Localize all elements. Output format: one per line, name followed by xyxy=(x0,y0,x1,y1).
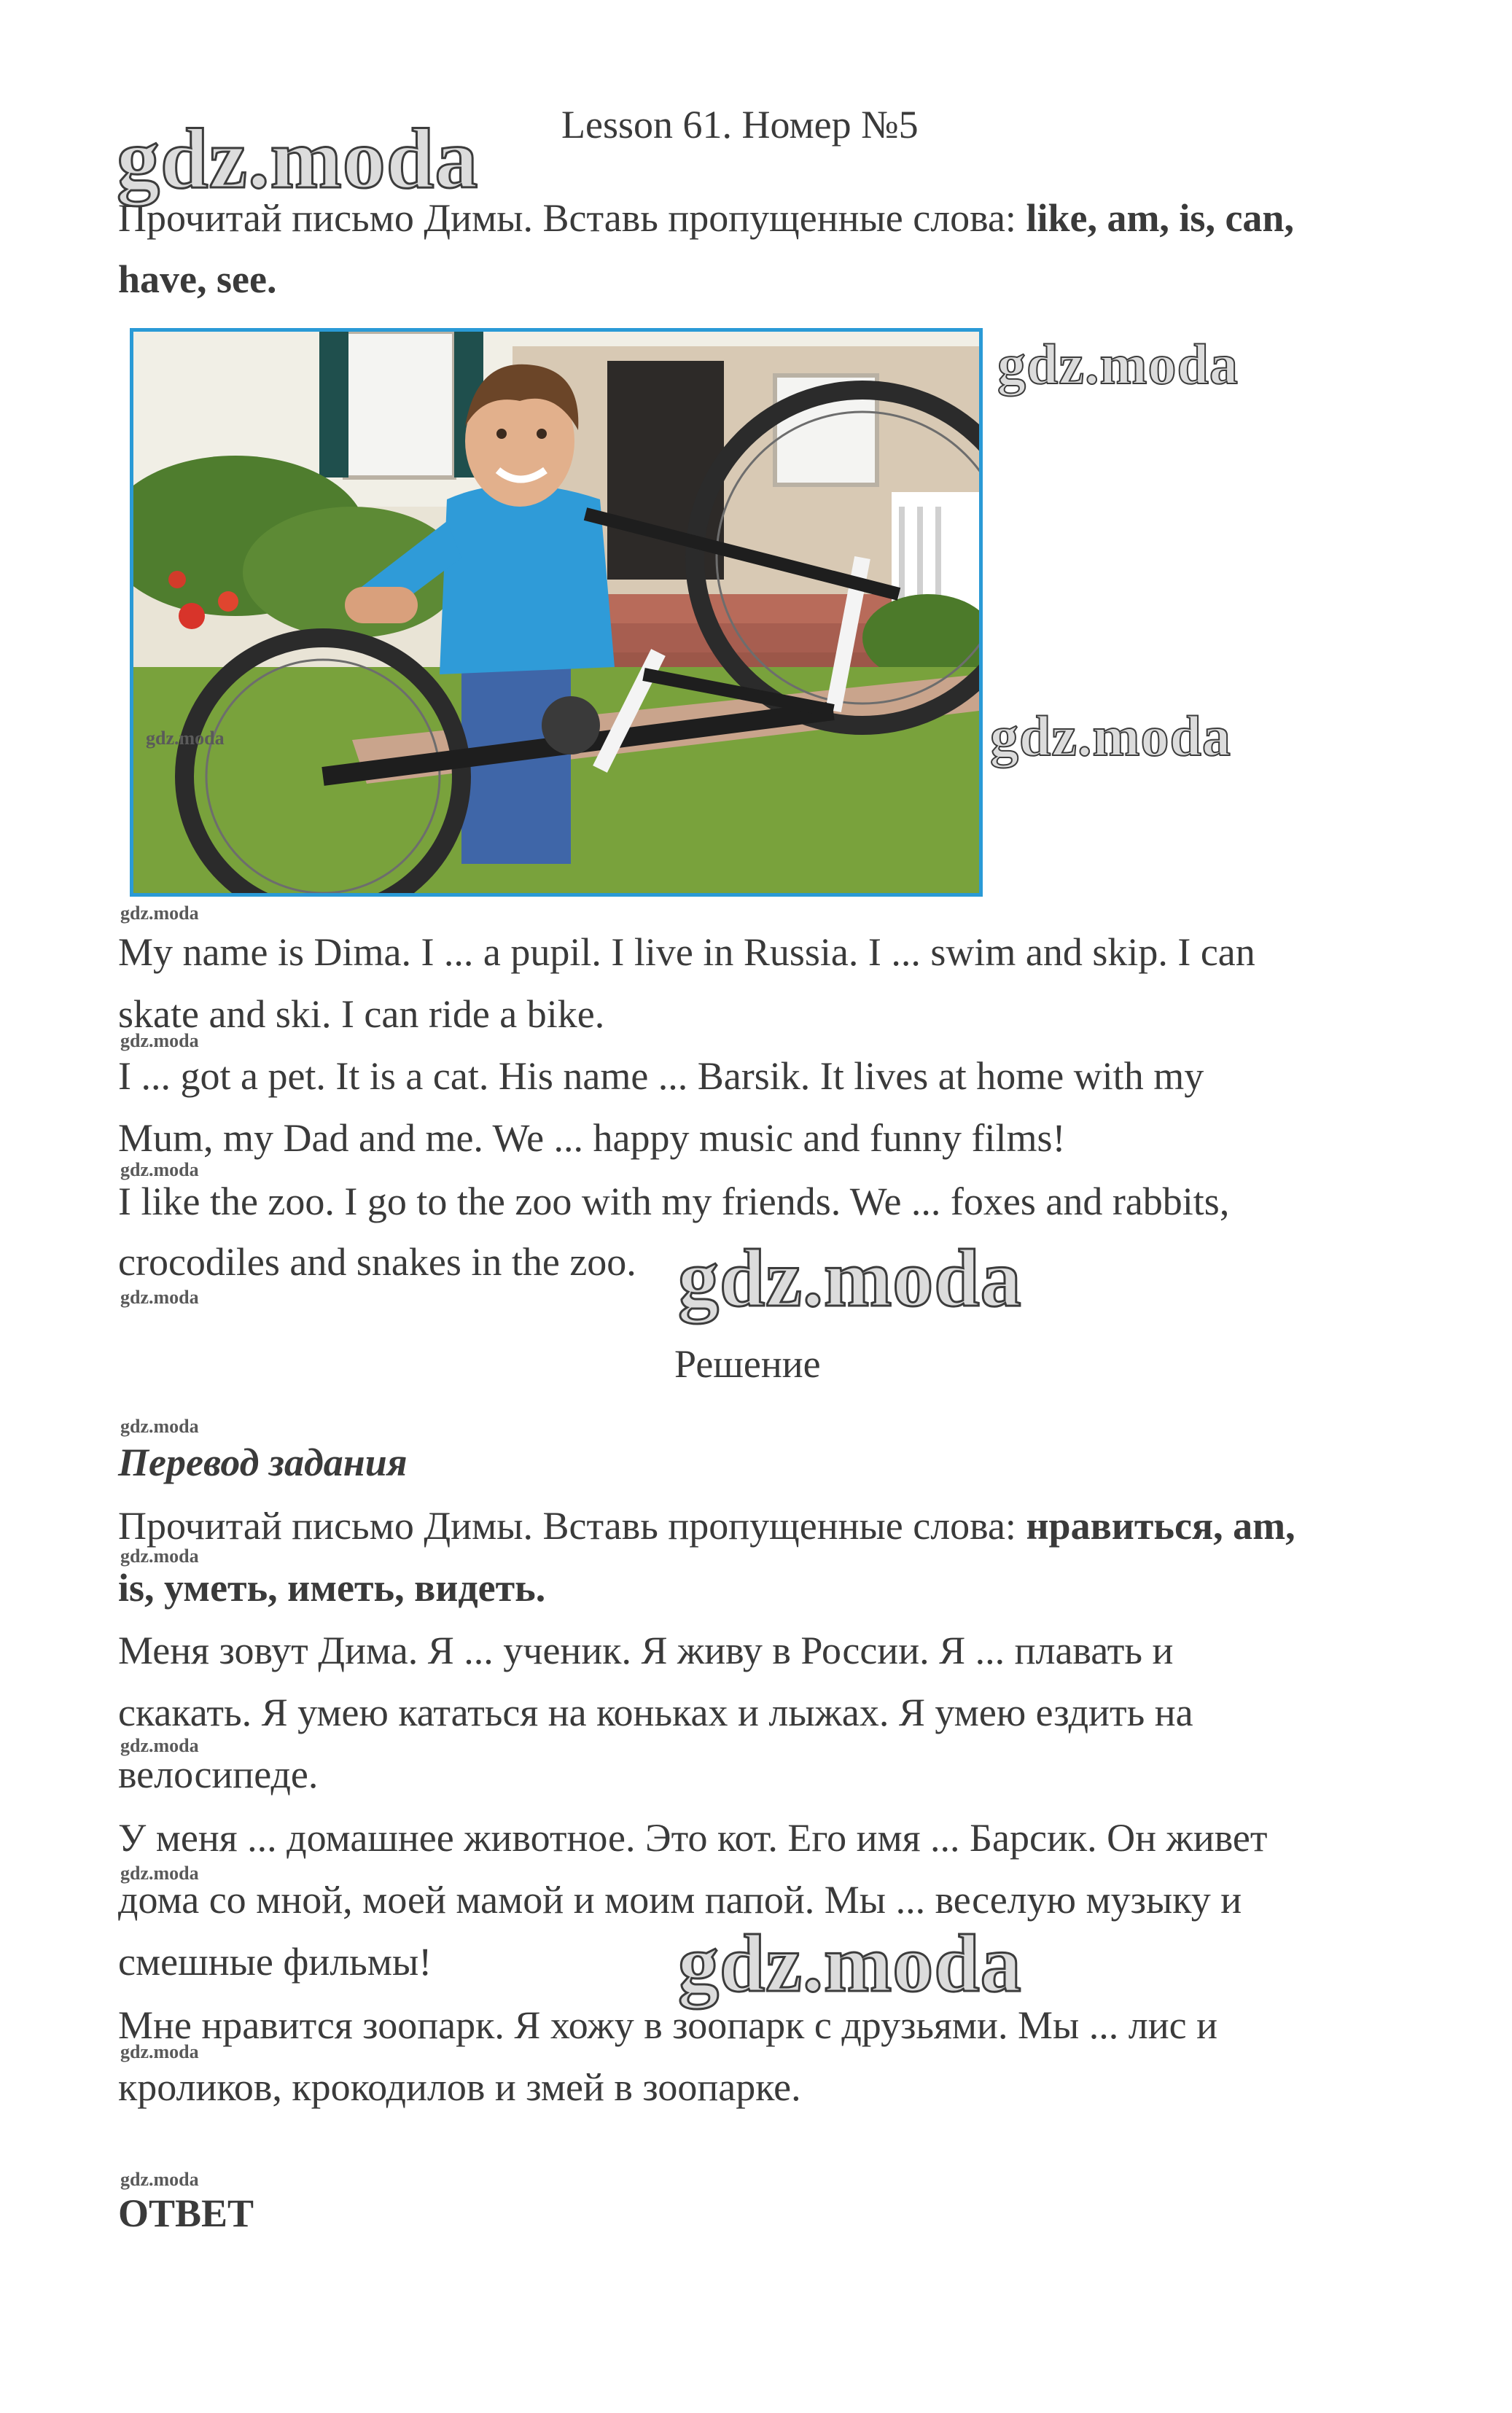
watermark-logo: gdz.moda xyxy=(990,704,1231,768)
watermark-small: gdz.moda xyxy=(146,728,225,749)
instruction-text: Прочитай письмо Димы. Вставь пропущенные слова: xyxy=(118,196,1026,240)
watermark-small: gdz.moda xyxy=(120,903,199,924)
watermark-logo: gdz.moda xyxy=(678,1233,1022,1324)
watermark-logo: gdz.moda xyxy=(117,111,479,206)
task-words: have, see. xyxy=(118,257,277,301)
watermark-small: gdz.moda xyxy=(120,2169,199,2190)
letter-line: My name is Dima. I ... a pupil. I live in Russia. I ... swim and skip. I can xyxy=(118,930,1255,974)
watermark-small: gdz.moda xyxy=(120,1735,199,1756)
translation-line: Меня зовут Дима. Я ... ученик. Я живу в России. Я ... плавать и xyxy=(118,1629,1174,1672)
watermark-small: gdz.moda xyxy=(120,2041,199,2062)
letter-line: Mum, my Dad and me. We ... happy music and funny films! xyxy=(118,1116,1066,1160)
translation-words: is, уметь, иметь, видеть. xyxy=(118,1566,546,1610)
watermark-logo: gdz.moda xyxy=(997,332,1239,396)
lesson-title: Lesson 61. Номер №5 xyxy=(561,103,919,147)
translation-instruction xyxy=(118,1503,1295,1548)
watermark-small: gdz.moda xyxy=(120,1030,199,1051)
translation-line: дома со мной, моей мамой и моим папой. Мы ... веселую музыку и xyxy=(118,1878,1242,1922)
watermark-small: gdz.moda xyxy=(120,1545,199,1567)
translation-line: смешные фильмы! xyxy=(118,1940,432,1984)
translation-words: нравиться, am, xyxy=(1026,1504,1295,1548)
instruction-text: Прочитай письмо Димы. Вставь пропущенные слова: xyxy=(118,1504,1026,1548)
translation-line: скакать. Я умею кататься на коньках и лыжах. Я умею ездить на xyxy=(118,1691,1193,1734)
letter-line: crocodiles and snakes in the zoo. xyxy=(118,1240,636,1284)
translation-line: кроликов, крокодилов и змей в зоопарке. xyxy=(118,2065,801,2109)
translation-line: Мне нравится зоопарк. Я хожу в зоопарк с друзьями. Мы ... лис и xyxy=(118,2003,1217,2047)
watermark-small: gdz.moda xyxy=(120,1416,199,1437)
answer-heading: ОТВЕТ xyxy=(118,2191,254,2235)
watermark-small: gdz.moda xyxy=(120,1287,199,1308)
translation-line: велосипеде. xyxy=(118,1753,319,1796)
task-words: like, am, is, can, xyxy=(1026,196,1294,240)
letter-line: I like the zoo. I go to the zoo with my friends. We ... foxes and rabbits, xyxy=(118,1180,1230,1223)
translation-heading: Перевод задания xyxy=(118,1441,408,1484)
task-instruction-cont xyxy=(118,257,276,302)
watermark-logo: gdz.moda xyxy=(678,1919,1022,2009)
boy-with-bike-photo xyxy=(130,328,983,897)
translation-line: У меня ... домашнее животное. Это кот. Его имя ... Барсик. Он живет xyxy=(118,1816,1268,1860)
solution-heading: Решение xyxy=(674,1342,821,1386)
letter-line: skate and ski. I can ride a bike. xyxy=(118,992,605,1036)
watermark-small: gdz.moda xyxy=(120,1863,199,1884)
boy-with-bike-illustration xyxy=(133,332,979,893)
watermark-small: gdz.moda xyxy=(120,1159,199,1180)
translation-instruction-cont xyxy=(118,1565,545,1610)
letter-line: I ... got a pet. It is a cat. His name ... Barsik. It lives at home with my xyxy=(118,1054,1204,1098)
task-instruction xyxy=(118,195,1294,241)
